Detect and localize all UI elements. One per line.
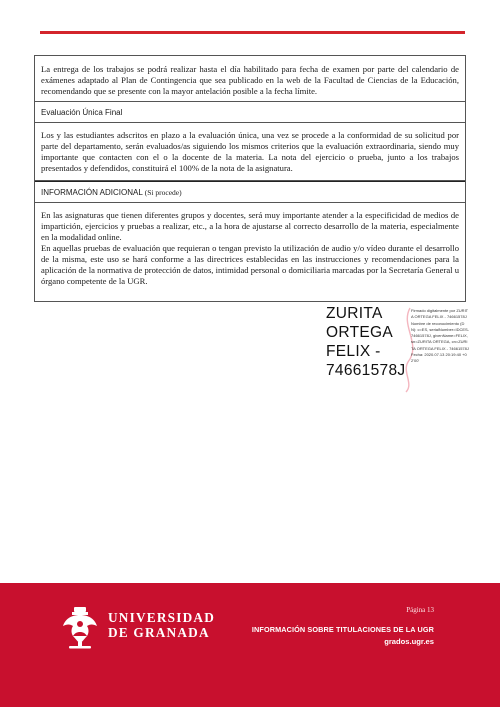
delivery-paragraph [35, 56, 465, 102]
additional-info-note: (Si procede) [144, 188, 182, 197]
signer-name-line: FELIX - [326, 343, 381, 360]
evaluation-section-title: Evaluación Única Final [41, 108, 123, 117]
additional-info-paragraph-1: En las asignaturas que tienen diferentes grupos y docentes, será muy importante atender a la especificidad de medios de impartición, ejercicios y pruebas a realizar, etc., a la hora de ajustarse al correcto desarrollo de la materia, especialmente en la modalidad online. [41, 210, 459, 242]
university-name [108, 610, 215, 640]
page-number: Página 13 [406, 606, 434, 614]
content-table [34, 55, 466, 302]
evaluation-text: Los y las estudiantes adscritos en plazo a la evaluación única, una vez se procede a la conformidad de su solicitud por parte del departamento, serán evaluados/as siguiendo los mismos criterios que la evaluación extraordinaria, siendo muy importante que contacten con el o la docente de la materia. La nota del ejercicio o prueba, junto a los trabajos presentados y defendidos, constituirá el 100% de la nota de la asignatura. [41, 130, 459, 173]
signer-name-line: ZURITA [326, 305, 383, 322]
evaluation-section-header [35, 102, 465, 123]
evaluation-paragraph [35, 123, 465, 181]
signer-name-line: 74661578J [326, 362, 406, 379]
additional-info-title: INFORMACIÓN ADICIONAL [41, 188, 143, 197]
university-name-line-1: UNIVERSIDAD [108, 610, 216, 625]
digital-signature [326, 304, 470, 390]
signer-name-line: ORTEGA [326, 324, 393, 341]
university-name-line-2: DE GRANADA [108, 625, 210, 640]
additional-info-paragraph-2: En aquellas pruebas de evaluación que requieran o tengan previsto la utilización de audio y/o vídeo durante el desarrollo de la misma, este uso se hará conforme a las directrices establecidas en las instrucciones y recomendaciones para la aplicación de la normativa de protección de datos, intimidad personal o domiciliaria marcadas por la Secretaría General u órgano competente de la UGR. [41, 243, 459, 286]
university-crest-icon [61, 606, 99, 650]
additional-info-body [35, 203, 465, 301]
additional-info-header [35, 181, 465, 203]
header-rule [40, 31, 465, 34]
signature-details: Firmado digitalmente por ZURITA ORTEGA FELIX - 74661578J Nombre de reconocimiento (DN): c=ES, serialNumber=IDCES-74661578J, givenName=FELIX, sn=ZURITA ORTEGA, cn=ZURITA ORTEGA FELIX - 74661578J Fecha: 2020.07.13 20:19:40 +02'00' [411, 308, 470, 364]
degrees-url-link[interactable]: grados.ugr.es [384, 637, 434, 646]
signer-name [326, 304, 406, 380]
delivery-text: La entrega de los trabajos se podrá realizar hasta el día habilitado para fecha de examen por parte del calendario de exámenes adaptado al Plan de Contingencia que sea publicado en la web de la Facultad de Ciencias de la Educación, recomendando que se presente con la mayor antelación posible a la fecha límite. [41, 64, 459, 96]
degrees-info-title: INFORMACIÓN SOBRE TITULACIONES DE LA UGR [251, 625, 434, 634]
page-footer [0, 583, 500, 707]
